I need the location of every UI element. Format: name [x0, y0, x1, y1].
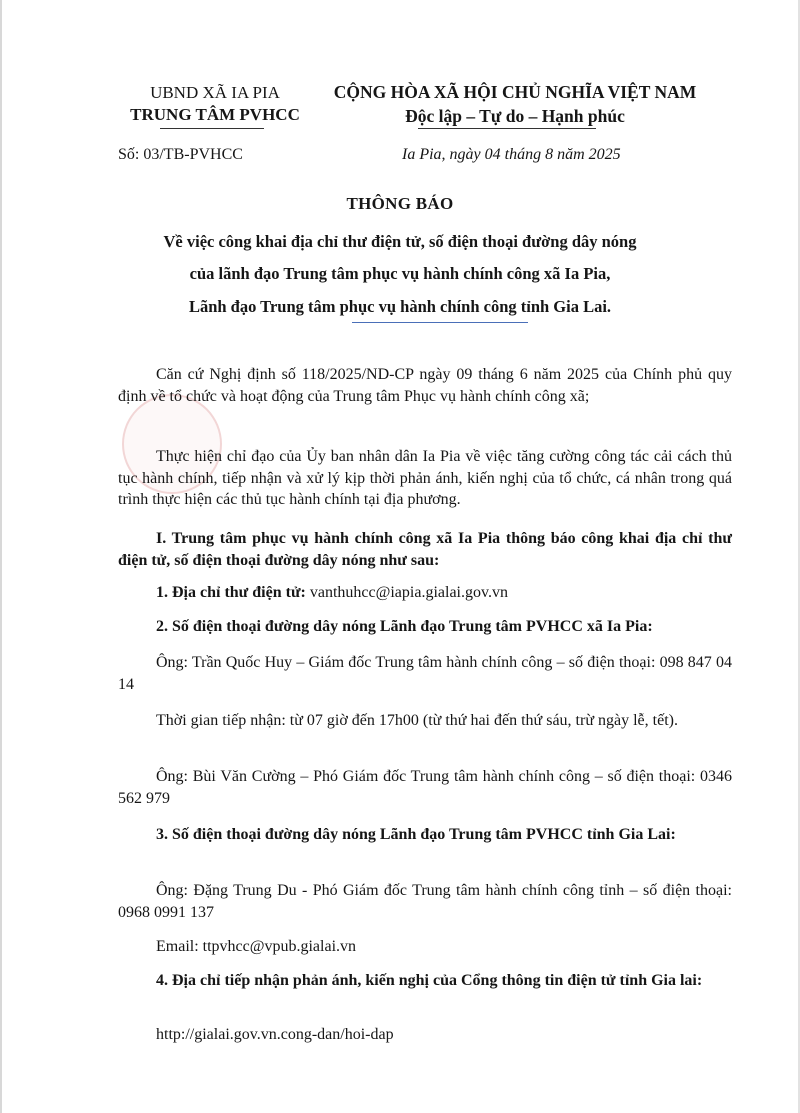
email-address-1: vanthuhcc@iapia.gialai.gov.vn [309, 584, 508, 601]
intro-paragraph-2: Thực hiện chỉ đạo của Ủy ban nhân dân Ia Pia về việc tăng cường công tác cải cách thủ tục hành chính, tiếp nhận và xử lý kịp thời phản ánh, kiến nghị của tổ chức, cá nhân trong quá trình thực hiện các thủ tục hành chính tại địa phương. [118, 448, 732, 508]
org-line-2: TRUNG TÂM PVHCC [130, 105, 300, 124]
item-4-heading: 4. Địa chỉ tiếp nhận phản ánh, kiến nghị của Cổng thông tin điện tử tỉnh Gia lai: [156, 972, 703, 989]
section-1-heading: I. Trung tâm phục vụ hành chính công xã Ia Pia thông báo công khai địa chỉ thư điện tử, số điện thoại đường dây nóng như sau: [118, 530, 732, 569]
item-2-person-1: Ông: Trần Quốc Huy – Giám đốc Trung tâm hành chính công – số điện thoại: 098 847 04 14 [118, 654, 732, 693]
subtitle-underline [352, 322, 528, 323]
org-line-1: UBND XÃ IA PIA [150, 83, 280, 102]
intro-paragraph-1: Căn cứ Nghị định số 118/2025/ND-CP ngày 09 tháng 6 năm 2025 của Chính phủ quy định về tổ chức và hoạt động của Trung tâm Phục vụ hành chính công xã; [118, 366, 732, 405]
document-title: THÔNG BÁO [346, 194, 454, 213]
subtitle-line-1: Về việc công khai địa chỉ thư điện tử, số điện thoại đường dây nóng [163, 232, 637, 251]
nation-line-2: Độc lập – Tự do – Hạnh phúc [405, 106, 625, 126]
item-1-label: 1. Địa chỉ thư điện tử: [156, 584, 310, 601]
nation-header [300, 80, 730, 128]
item-2-person-2: Ông: Bùi Văn Cường – Phó Giám đốc Trung tâm hành chính công – số điện thoại: 0346 562 979 [118, 768, 732, 807]
item-3-person: Ông: Đặng Trung Du - Phó Giám đốc Trung tâm hành chính công tỉnh – số điện thoại: 0968 0991 137 [118, 882, 732, 921]
org-underline [160, 128, 264, 129]
item-3-email: Email: ttpvhcc@vpub.gialai.vn [156, 938, 357, 955]
item-3-heading: 3. Số điện thoại đường dây nóng Lãnh đạo Trung tâm PVHCC tỉnh Gia Lai: [156, 826, 676, 843]
nation-underline [418, 128, 596, 129]
item-4-url: http://gialai.gov.vn.cong-dan/hoi-dap [156, 1026, 394, 1043]
item-2-heading: 2. Số điện thoại đường dây nóng Lãnh đạo Trung tâm PVHCC xã Ia Pia: [156, 618, 653, 635]
subtitle-line-3: Lãnh đạo Trung tâm phục vụ hành chính công tỉnh Gia Lai. [188, 297, 612, 316]
org-header [110, 82, 320, 126]
document-number: Số: 03/TB-PVHCC [118, 146, 243, 163]
scan-edge-left [0, 0, 2, 1113]
nation-line-1: CỘNG HÒA XÃ HỘI CHỦ NGHĨA VIỆT NAM [333, 82, 697, 102]
item-1 [118, 582, 732, 604]
date-line: Ia Pia, ngày 04 tháng 8 năm 2025 [402, 146, 621, 163]
subtitle-line-2: của lãnh đạo Trung tâm phục vụ hành chính công xã Ia Pia, [189, 264, 611, 283]
item-2-hours: Thời gian tiếp nhận: từ 07 giờ đến 17h00 (từ thứ hai đến thứ sáu, trừ ngày lễ, tết). [156, 712, 678, 729]
